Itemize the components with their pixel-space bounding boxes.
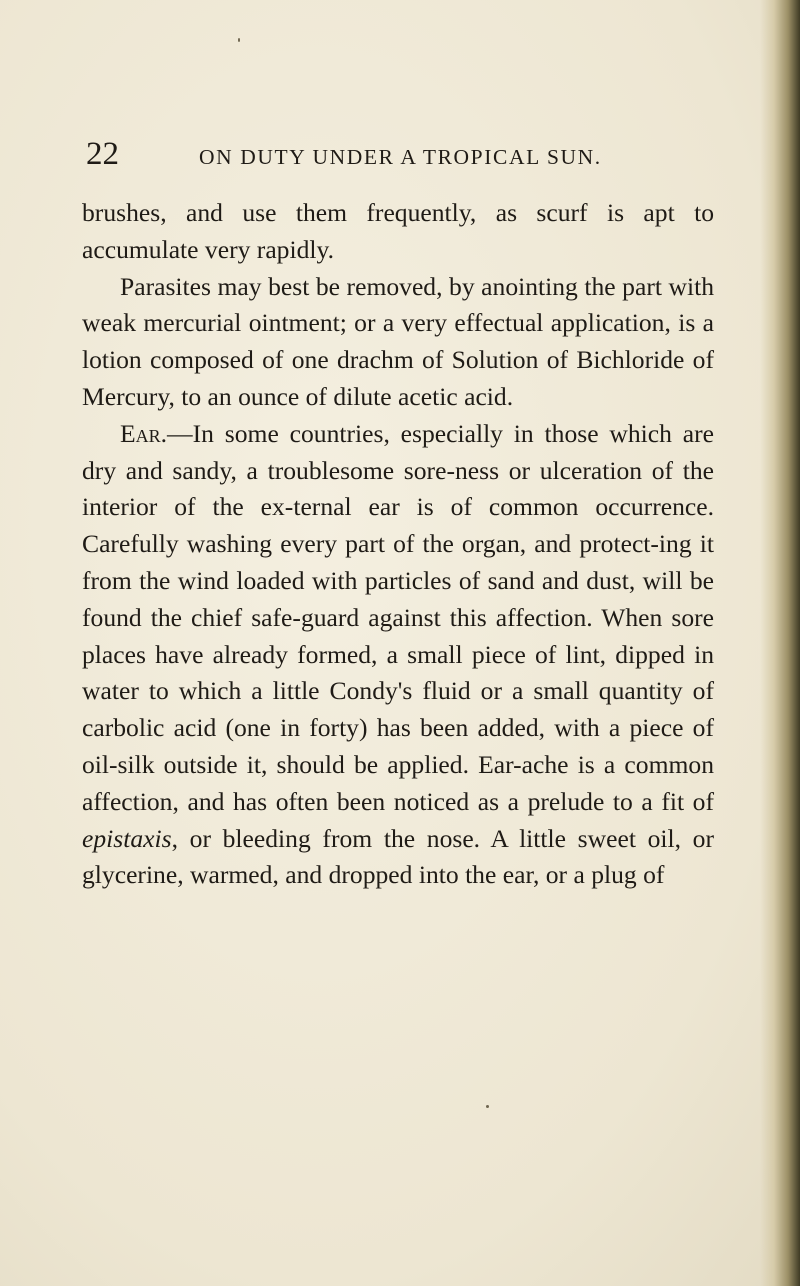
paragraph: [82, 416, 714, 894]
body-text: [82, 195, 714, 894]
paragraph-text: , or bleeding from the nose. A little sweet oil, or glycerine, warmed, and dropped into the ear, or a plug of: [82, 823, 714, 890]
italic-term: epistaxis: [82, 823, 172, 853]
paper-speck: [238, 38, 240, 42]
paper-speck: [486, 1105, 489, 1108]
running-head: [86, 138, 726, 178]
section-heading: Ear.: [120, 418, 168, 448]
page-number: 22: [86, 136, 119, 172]
paragraph: Parasites may best be removed, by anointing the part with weak mercurial ointment; or a very effectual application, is a lotion composed of one drachm of Solution of Bichloride of Mercury, to an ounce of dilute acetic acid.: [82, 271, 714, 411]
page-edge-shadow: [760, 0, 800, 1286]
paragraph-text: —In some countries, especially in those which are dry and sandy, a troublesome sore-ness or ulceration of the interior of the ex-ternal ear is of common occurrence. Carefully washing every part of the organ, and protect-ing it from the wind loaded with particles of sand and dust, will be found the chief safe-guard against this affection. When sore places have already formed, a small piece of lint, dipped in water to which a little Condy's fluid or a small quantity of carbolic acid (one in forty) has been added, with a piece of oil-silk outside it, should be applied. Ear-ache is a common affection, and has often been noticed as a prelude to a fit of: [82, 418, 714, 816]
paragraph: brushes, and use them frequently, as scurf is apt to accumulate very rapidly.: [82, 198, 714, 264]
running-title: ON DUTY UNDER A TROPICAL SUN.: [199, 145, 602, 169]
